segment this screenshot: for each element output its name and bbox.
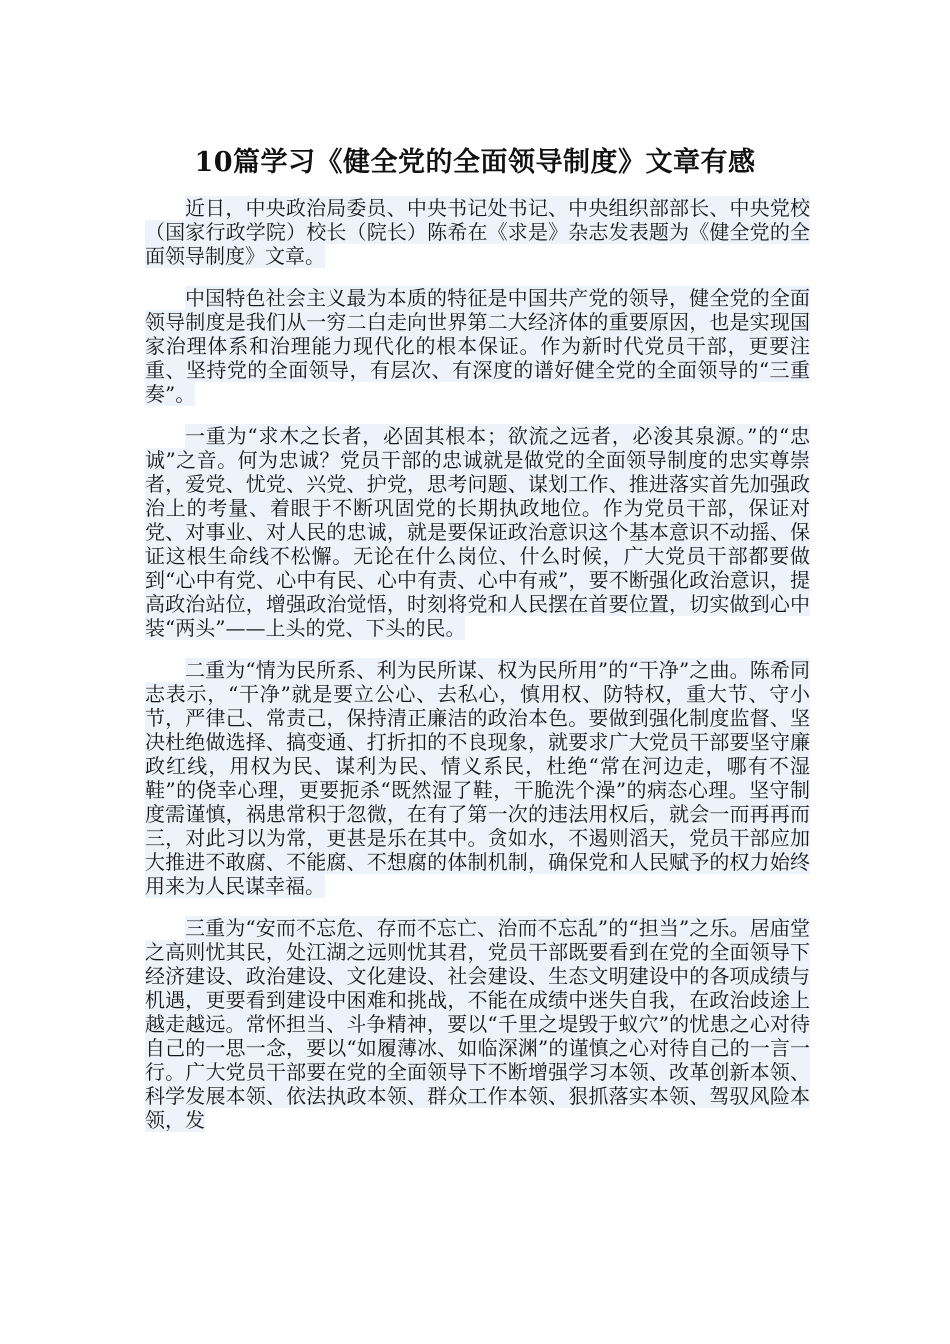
paragraph-5-text: 三重为“安而不忘危、存而不忘亡、治而不忘乱”的“担当”之乐。居庙堂之高则忧其民，处江湖之远则忧其君，党员干部既要看到在党的全面领导下经济建设、政治建设、文化建设、社会建设、生态文明建设中的各项成绩与机遇，更要看到建设中困难和挑战，不能在成绩中迷失自我，在政治歧途上越走越远。常怀担当、斗争精神，要以“千里之堤毁于蚁穴”的忧患之心对待自己的一思一念，要以“如履薄冰、如临深渊”的谨慎之心对待自己的一言一行。广大党员干部要在党的全面领导下不断增强学习本领、改革创新本领、科学发展本领、依法执政本领、群众工作本领、狠抓落实本领、驾驭风险本领，发 [145,916,810,1132]
paragraph-4 [145,658,810,898]
paragraph-5 [145,916,810,1132]
document-title: 10篇学习《健全党的全面领导制度》文章有感 [194,147,756,178]
paragraph-3 [145,424,810,640]
paragraph-4-text: 二重为“情为民所系、利为民所谋、权为民所用”的“干净”之曲。陈希同志表示，“干净”就是要立公心、去私心，慎用权、防特权，重大节、守小节，严律己、常责己，保持清正廉洁的政治本色。要做到强化制度监督、坚决杜绝做选择、搞变通、打折扣的不良现象，就要求广大党员干部要坚守廉政红线，用权为民、谋利为民、情义系民，杜绝“常在河边走，哪有不湿鞋”的侥幸心理，更要扼杀“既然湿了鞋，干脆洗个澡”的病态心理。坚守制度需谨慎，祸患常积于忽微，在有了第一次的违法用权后，就会一而再再而三，对此习以为常，更甚是乐在其中。贪如水，不遏则滔天，党员干部应加大推进不敢腐、不能腐、不想腐的体制机制，确保党和人民赋予的权力始终用来为人民谋幸福。 [145,658,810,898]
paragraph-1-text: 近日，中央政治局委员、中央书记处书记、中央组织部部长、中央党校（国家行政学院）校长（院长）陈希在《求是》杂志发表题为《健全党的全面领导制度》文章。 [145,196,810,268]
paragraph-3-text: 一重为“求木之长者，必固其根本；欲流之远者，必浚其泉源。”的“忠诚”之音。何为忠诚？党员干部的忠诚就是做党的全面领导制度的忠实尊崇者，爱党、忧党、兴党、护党，思考问题、谋划工作、推进落实首先加强政治上的考量、着眼于不断巩固党的长期执政地位。作为党员干部，保证对党、对事业、对人民的忠诚，就是要保证政治意识这个基本意识不动摇、保证这根生命线不松懈。无论在什么岗位、什么时候，广大党员干部都要做到“心中有党、心中有民、心中有责、心中有戒”，要不断强化政治意识，提高政治站位，增强政治觉悟，时刻将党和人民摆在首要位置，切实做到心中装“两头”——上头的党、下头的民。 [145,424,810,640]
document-body [145,196,810,1150]
paragraph-2-text: 中国特色社会主义最为本质的特征是中国共产党的领导，健全党的全面领导制度是我们从一穷二白走向世界第二大经济体的重要原因，也是实现国家治理体系和治理能力现代化的根本保证。作为新时代党员干部，更要注重、坚持党的全面领导，有层次、有深度的谱好健全党的全面领导的“三重奏”。 [145,286,810,406]
paragraph-1 [145,196,810,268]
paragraph-2 [145,286,810,406]
